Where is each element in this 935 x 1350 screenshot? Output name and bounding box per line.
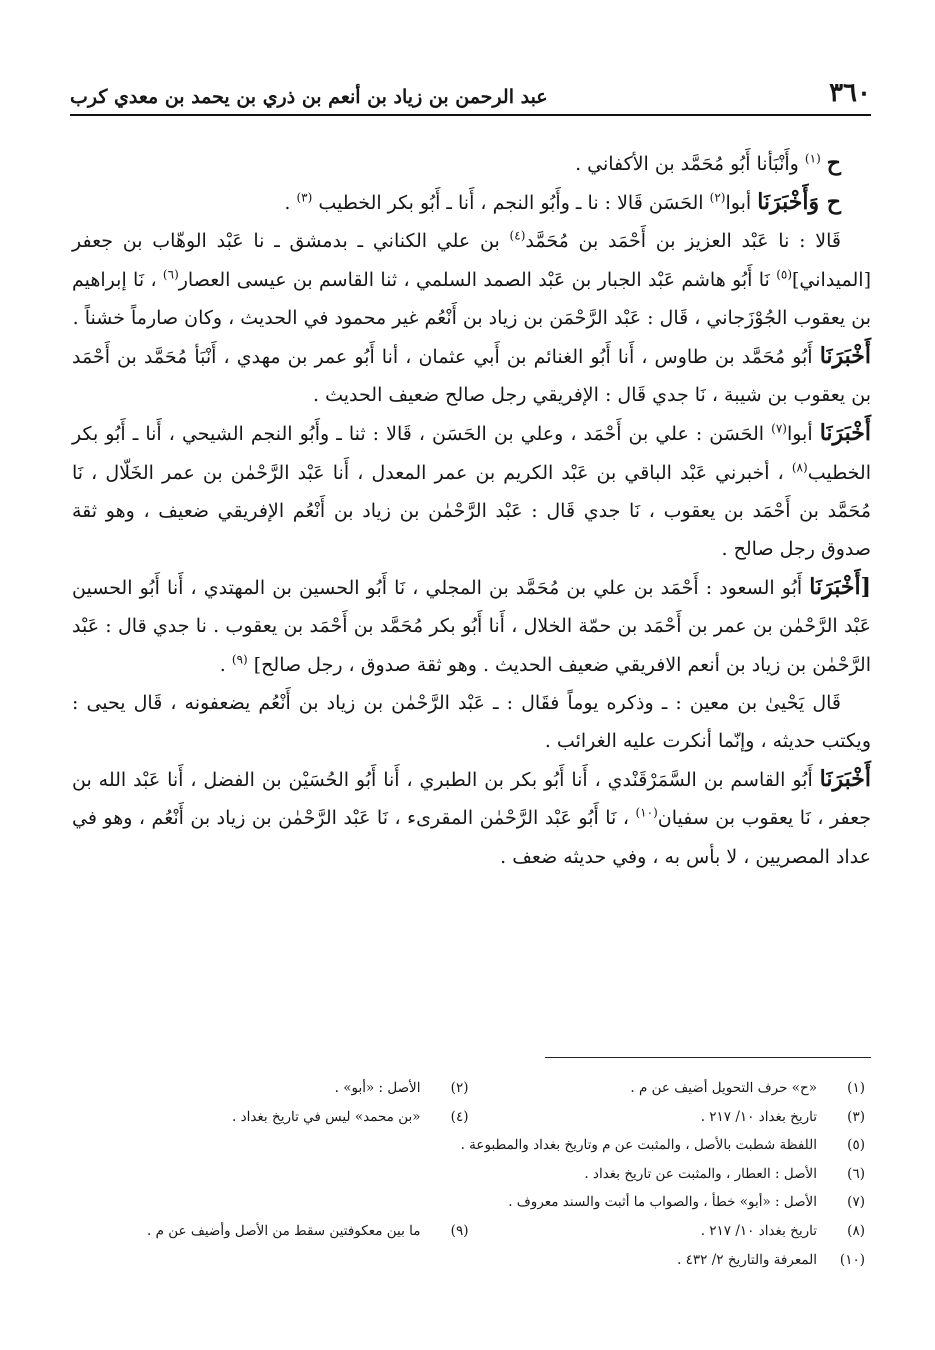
footnote-row bbox=[72, 1188, 865, 1217]
footnote-4 bbox=[72, 1103, 469, 1132]
footnote-ref-7: (٧) bbox=[771, 422, 787, 437]
footnote-ref-1: (١) bbox=[804, 151, 821, 166]
footnote-number: (٢) bbox=[450, 1080, 469, 1096]
footnote-text: المعرفة والتاريخ ٢/ ٤٣٢ . bbox=[677, 1251, 817, 1268]
footnote-row bbox=[72, 1217, 865, 1246]
footnotes bbox=[72, 1074, 865, 1274]
footnote-ref-10: (١٠) bbox=[635, 806, 658, 821]
paragraph-6-lead: [أَخْبَرَنَا bbox=[809, 574, 871, 601]
paragraph-5-text-a: أبوا bbox=[786, 423, 813, 446]
paragraph-7 bbox=[72, 684, 871, 760]
footnote-text: الأصل : «أبو» خطأ ، والصواب ما أثبت والسند معروف . bbox=[508, 1194, 817, 1211]
footnote-text: ما بين معكوفتين سقط من الأصل وأضيف عن م . bbox=[147, 1222, 421, 1239]
paragraph-2-text-b: الحَسَن قَالا : نا ـ وأَبُو النجم ، أَنا ـ أَبُو بكر الخطيب bbox=[318, 192, 704, 215]
paragraph-7-text: قَال يَحْيىٰ بن معين : ـ وذكره يوماً فقَال : ـ عَبْد الرَّحْمٰن بن زياد بن أَنْعُم يضعفونه ، قَال يحيى : ويكتب حديثه ، وإنّما أنكرت عليه الغرائب . bbox=[72, 691, 871, 753]
footnote-9 bbox=[72, 1217, 469, 1246]
paragraph-4-text: أَبُو مُحَمَّد بن طاوس ، أَنا أَبُو الغنائم بن أَبي عثمان ، أنا أَبُو عمر بن مهدي ، أَنْبَأ مُحَمَّد بن أَحْمَد بن يعقوب بن شيبة ، نَا جدي قَال : الإفريقي رجل صالح ضعيف الحديث . bbox=[72, 346, 871, 407]
footnote-text: تاريخ بغداد ١٠/ ٢١٧ . bbox=[700, 1108, 817, 1125]
footnote-8 bbox=[469, 1217, 866, 1246]
footnote-number: (٨) bbox=[847, 1222, 865, 1239]
footnote-number: (٦) bbox=[847, 1165, 865, 1182]
paragraph-6-text-b: . bbox=[219, 653, 226, 676]
footnote-row bbox=[72, 1131, 865, 1160]
paragraph-8-text-b: ، نَا أَبُو عَبْد الرَّحْمٰن المقرىء ، نَا عَبْد الرَّحْمٰن بن زياد بن أَنْعُم ، وهو في عداد المصريين ، لا بأس به ، وفي حديثه ضعف . bbox=[72, 807, 871, 868]
footnote-number: (٩) bbox=[450, 1222, 469, 1239]
page-number: ٣٦٠ bbox=[829, 78, 871, 108]
footnote-7 bbox=[508, 1188, 865, 1217]
running-title: عبد الرحمن بن زياد بن أنعم بن ذري بن يحمد بن معدي كرب bbox=[70, 86, 548, 108]
main-text bbox=[72, 144, 871, 876]
paragraph-1-lead: ح bbox=[826, 150, 841, 176]
footnote-number: (١٠) bbox=[839, 1251, 865, 1268]
paragraph-2-text-c: . bbox=[284, 192, 291, 215]
footnote-text: الأصل : العطار ، والمثبت عن تاريخ بغداد . bbox=[584, 1165, 817, 1182]
footnote-ref-4: (٤) bbox=[509, 229, 526, 244]
footnote-row bbox=[72, 1246, 865, 1275]
footnote-6 bbox=[584, 1160, 865, 1189]
footnote-ref-6: (٦) bbox=[162, 267, 179, 282]
paragraph-2 bbox=[72, 183, 871, 222]
footnote-row bbox=[72, 1160, 865, 1189]
footnote-ref-5: (٥) bbox=[776, 267, 793, 282]
paragraph-5-text-b: الحَسَن : علي بن أَحْمَد ، وعلي بن الحَسَن ، قَالا : ثنا ـ وأَبُو النجم الشيحي ، أَنا ـ أَبُو بكر الخطيب bbox=[72, 423, 871, 484]
paragraph-3-text-c: نَا أَبُو هاشم عَبْد الجبار بن عَبْد الصمد السلمي ، ثنا القاسم بن عيسى العصار bbox=[178, 268, 770, 291]
paragraph-3-text-d: ، نَا إبراهيم بن يعقوب الجُوْزَجاني ، قَال : عَبْد الرَّحْمَن بن زياد بن أَنْعُم غير محمود في الحديث ، وكان صارماً خشناً . bbox=[72, 268, 871, 329]
paragraph-4-lead: أَخْبَرَنَا bbox=[819, 343, 872, 370]
footnote-ref-9: (٩) bbox=[231, 652, 248, 667]
footnote-row bbox=[72, 1103, 865, 1132]
paragraph-5-text-c: ، أخبرني عَبْد الباقي بن عَبْد الكريم بن عمر المعدل ، أَنا عَبْد الرَّحْمٰن بن عمر الخَلّال ، نَا مُحَمَّد بن أَحْمَد بن يعقوب ، نَا جدي قَال : عَبْد الرَّحْمٰن بن زياد بن أَنْعُم الإفريقي ضعيف ، وهو ثقة صدوق رجل صالح . bbox=[72, 461, 871, 561]
footnote-ref-2: (٢) bbox=[709, 190, 726, 205]
footnote-number: (٧) bbox=[847, 1194, 865, 1211]
paragraph-5-lead: أَخْبَرَنَا bbox=[819, 420, 872, 447]
paragraph-1 bbox=[72, 144, 871, 183]
footnote-2 bbox=[72, 1074, 469, 1103]
footnote-text: تاريخ بغداد ١٠/ ٢١٧ . bbox=[700, 1222, 817, 1239]
footnote-number: (١) bbox=[847, 1080, 865, 1096]
paragraph-3 bbox=[72, 222, 871, 337]
footnote-1 bbox=[469, 1074, 866, 1103]
footnote-5 bbox=[461, 1131, 865, 1160]
paragraph-2-lead: ح وَأَخْبَرَنَا bbox=[757, 189, 841, 216]
paragraph-6 bbox=[72, 568, 871, 684]
footnote-row bbox=[72, 1074, 865, 1103]
paragraph-8 bbox=[72, 760, 871, 876]
footnote-ref-3: (٣) bbox=[296, 190, 313, 205]
footnote-rule bbox=[545, 1057, 871, 1058]
paragraph-4 bbox=[72, 337, 871, 414]
paragraph-5 bbox=[72, 414, 871, 568]
footnote-3 bbox=[469, 1103, 866, 1132]
footnote-text: «ح» حرف التحويل أضيف عن م . bbox=[630, 1080, 817, 1096]
footnote-text: «بن محمد» ليس في تاريخ بغداد . bbox=[231, 1108, 421, 1125]
footnote-number: (٣) bbox=[847, 1108, 865, 1125]
paragraph-2-text-a: أبوا bbox=[725, 192, 752, 215]
footnote-number: (٥) bbox=[847, 1137, 865, 1154]
paragraph-8-lead: أَخْبَرَنَا bbox=[819, 766, 871, 793]
footnote-ref-8: (٨) bbox=[791, 460, 808, 475]
footnote-text: الأصل : «أبو» . bbox=[334, 1080, 421, 1096]
footnote-10 bbox=[677, 1246, 865, 1275]
footnote-number: (٤) bbox=[450, 1108, 469, 1125]
paragraph-1-text: وأَنْبَأنا أَبُو مُحَمَّد بن الأكفاني . bbox=[575, 153, 799, 175]
page-header bbox=[70, 72, 871, 108]
paragraph-3-text-a: قَالا : نا عَبْد العزيز بن أَحْمَد بن مُحَمَّد bbox=[525, 230, 841, 253]
paragraph-6-text-a: أَبُو السعود : أَحْمَد بن علي بن مُحَمَّد بن المجلي ، نَا أَبُو الحسين بن المهتدي ، أَنا أَبُو الحسين عَبْد الرَّحْمٰن بن عمر بن أَحْمَد بن حمّة الخلال ، أَنا أَبُو بكر مُحَمَّد بن أَحْمَد بن يعقوب . نا جدي قال : عَبْد الرَّحْمٰن بن زياد بن أنعم الافريقي ضعيف الحديث . وهو ثقة صدوق ، رجل صالح] bbox=[72, 577, 871, 676]
header-rule bbox=[70, 114, 871, 116]
paragraph-8-text-a: أَبُو القاسم بن السَّمَرْقَنْدي ، أَنا أَبُو بكر بن الطبري ، أَنا أَبُو الحُسَيْن بن الفضل ، أَنا عَبْد الله بن جعفر ، نَا يعقوب بن سفيان bbox=[72, 769, 871, 830]
footnote-text: اللفظة شطبت بالأصل ، والمثبت عن م وتاريخ بغداد والمطبوعة . bbox=[460, 1137, 817, 1154]
paragraph-3-text-b: بن علي الكناني ـ بدمشق ـ نا عَبْد الوهّاب بن جعفر [الميداني] bbox=[72, 230, 872, 291]
